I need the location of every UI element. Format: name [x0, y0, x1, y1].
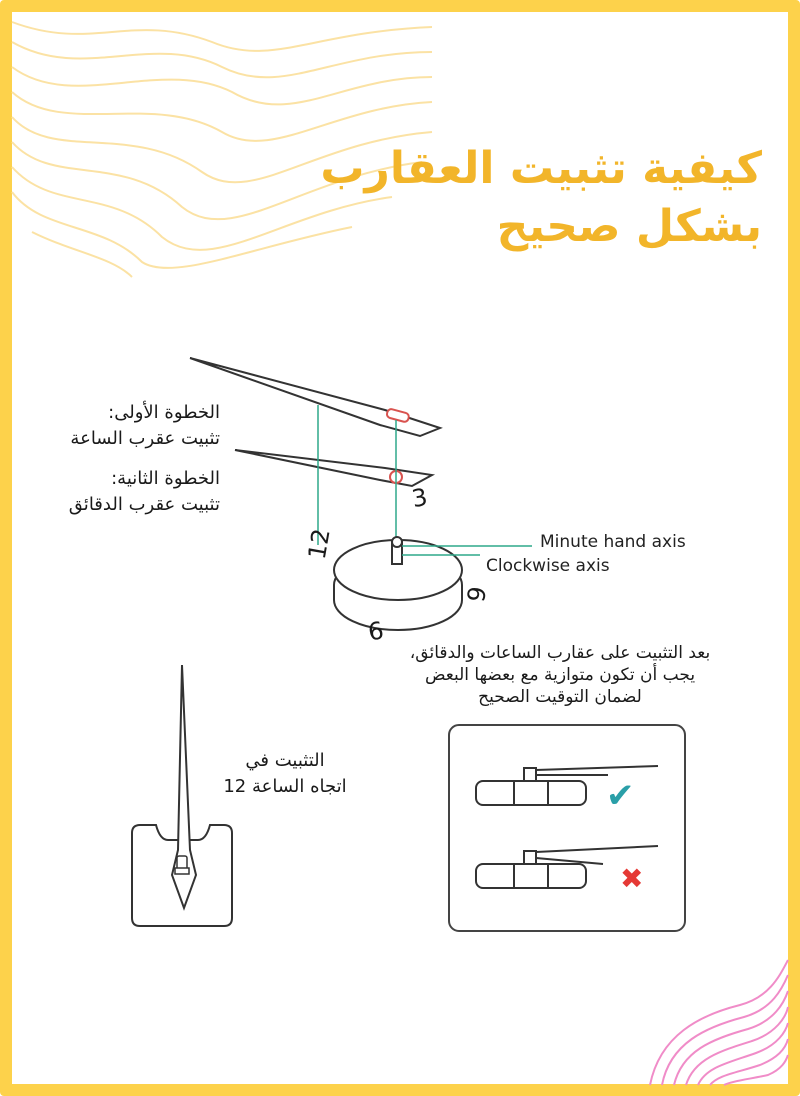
wrong-cross-icon: ✖	[620, 862, 644, 895]
clockwise-axis-label: Clockwise axis	[486, 556, 610, 576]
hour-hand	[190, 358, 440, 436]
step-1-text: تثبيت عقرب الساعة	[70, 428, 220, 449]
dial-number-6: 6	[460, 584, 491, 604]
step-1-heading: الخطوة الأولى:	[108, 402, 220, 423]
dial-number-12: 12	[302, 526, 336, 562]
alignment-note-line-1: التثبيت في	[245, 750, 325, 771]
clock-assembly-diagram	[180, 350, 540, 650]
parallel-check-box	[448, 724, 688, 934]
title-line-1: كيفية تثبيت العقارب	[320, 143, 762, 194]
minute-hand-axis-label: Minute hand axis	[540, 532, 686, 552]
parallel-note-line-1: بعد التثبيت على عقارب الساعات والدقائق،	[409, 643, 711, 663]
dial-number-9: 9	[365, 614, 386, 646]
correct-check-icon: ✔	[606, 776, 635, 816]
twelve-oclock-diagram	[128, 660, 238, 932]
dial-number-3: 3	[409, 482, 430, 514]
wave-decoration-bottom	[640, 955, 788, 1085]
step-2-text: تثبيت عقرب الدقائق	[68, 494, 220, 515]
parallel-note-line-3: لضمان التوقيت الصحيح	[478, 687, 642, 707]
title-line-2: بشكل صحيح	[496, 201, 762, 252]
minute-hand	[235, 450, 432, 486]
alignment-note-line-2: اتجاه الساعة 12	[223, 776, 347, 797]
parallel-note-line-2: يجب أن تكون متوازية مع بعضها البعض	[424, 665, 696, 685]
step-2-heading: الخطوة الثانية:	[111, 468, 220, 489]
page-title	[320, 140, 762, 256]
parallel-note	[385, 642, 735, 708]
